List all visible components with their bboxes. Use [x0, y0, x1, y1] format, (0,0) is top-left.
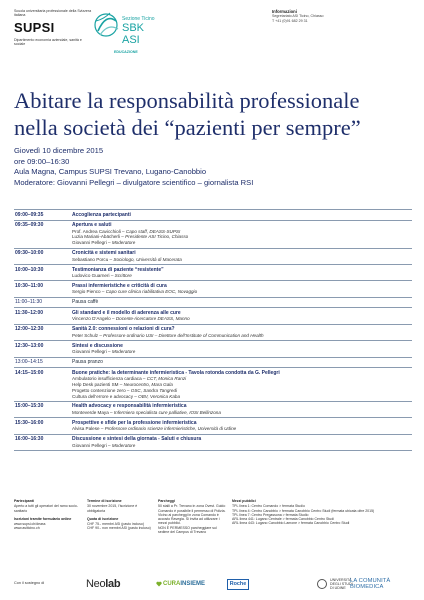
program-title: Sanità 2.0: connessioni o relazioni di cura?	[72, 326, 175, 333]
speaker-role: Moderatore	[111, 240, 136, 246]
event-meta	[14, 146, 414, 188]
program-time: 14:15–15:00	[15, 369, 44, 376]
program-time: 11:30–12:00	[15, 309, 44, 316]
footer-link-supsi[interactable]: www.supsi.ch/deass	[14, 522, 46, 527]
heart-icon	[156, 581, 162, 587]
speaker-name: Vincenzo D’Angelo	[72, 316, 111, 322]
footer-transport-line1: TPL linea 1: Centro Comando > fermata Studio	[232, 504, 305, 509]
speaker-role: OBV, Veronica Kaba	[138, 393, 181, 399]
program-body	[72, 436, 412, 448]
info-phone: T +41 (0)91 682 29 31	[272, 18, 308, 23]
speaker-name: Help Desk pazienti SM	[72, 381, 119, 387]
sbk-asi-logo	[92, 9, 172, 55]
program-row	[14, 221, 412, 249]
supsi-header	[14, 9, 92, 47]
program-title: Sintesi e discussione	[72, 342, 123, 349]
speaker-name: Sebastiano Porcu	[72, 256, 109, 262]
footer-fee-nonmembers: CHF 90.- non membri ASI (pasto incluso)	[87, 526, 151, 531]
program-time: 13:00–14:15	[15, 359, 43, 366]
speaker-role: Docente-ricercatore DEASS, Manno	[115, 316, 190, 322]
program-speaker: Monteverde Maya – Infermiera specialista cure palliative, IOSI Bellinzona	[72, 409, 221, 415]
program-time: 12:00–12:30	[15, 326, 44, 333]
program-speaker: Ambulatorio insufficienza cardiaca – CCT, Monica Ranzi	[72, 376, 187, 382]
sbk-text: SBK	[122, 22, 145, 34]
neolab-logo	[86, 575, 120, 593]
speaker-role: Capo staff, DEASS-SUPSI	[125, 228, 181, 234]
program-row	[14, 358, 412, 369]
speaker-role: Sociologo, Università di Macerata	[113, 256, 182, 262]
program-row	[14, 281, 412, 297]
event-moderator: Moderatore: Giovanni Pellegri – divulgatore scientifico – giornalista RSI	[14, 177, 254, 187]
speaker-name: Cultura dell’errore e advocacy	[72, 393, 134, 399]
program-time: 10:30–11:00	[15, 282, 44, 289]
footer-parking	[158, 499, 226, 534]
footer-transport-line4: TPL linea 4: Centro Canobbio > fermata Canobbio Centro Studi (fermata ubicata oltre 2015)	[232, 508, 375, 513]
speaker-name: Ludovico Guarneri	[72, 272, 110, 278]
footer-parking-text: 50 stalli a Pr. Trevano in zona Ovest. Guido Comando è possibile il permesso di Polizia. Vicino ai parcheggi in zona Comando è accosto Ravegia. Si invita ad utilizzare i mezzi pubblici.	[158, 504, 226, 526]
sponsors-label: Con il sostegno di	[14, 581, 45, 585]
program-body	[72, 283, 412, 295]
speaker-role: Moderatore	[111, 349, 136, 355]
udine-text-a: UNIVERSITÀ	[330, 577, 352, 582]
program-speaker: Sergio Pienco – Capo cure clinica riabilitativa EOC, Novaggio	[72, 289, 198, 295]
program-title: Health advocacy e responsabilità infermieristica	[72, 403, 187, 410]
event-date: Giovedì 10 dicembre 2015	[14, 146, 104, 155]
neolab-logo-b: lab	[105, 578, 121, 590]
footer-transport-title: Mezzi pubblici	[232, 499, 256, 503]
program-table	[14, 209, 412, 451]
speaker-role: Professore ordinario USI – Direttore dell’Institute of Communication and Health	[103, 332, 264, 338]
program-speaker: Giovanni Pellegri – Moderatore	[72, 442, 136, 448]
program-row	[14, 210, 412, 221]
program-row	[14, 368, 412, 402]
speaker-name: Giovanni Pellegri	[72, 240, 107, 246]
supsi-logo: SUPSI	[14, 19, 55, 35]
footer-transport-line7: TPL linea 7: Centro Pregassona > fermata Studio	[232, 512, 309, 517]
program-time: 15:00–15:30	[15, 403, 44, 410]
udine-logo	[317, 575, 353, 593]
program-title: Testimonianza di paziente “resistente”	[72, 266, 164, 273]
program-title: Prassi infermieristiche e criticità di cura	[72, 282, 167, 289]
program-speaker: Sebastiano Porcu – Sociologo, Università di Macerata	[72, 256, 182, 262]
program-title: Pausa caffè	[72, 299, 99, 306]
program-body	[72, 370, 412, 400]
program-row	[14, 418, 412, 434]
supsi-department: Dipartimento economia aziendale, sanità e sociale	[14, 37, 82, 47]
event-title-line1: Abitare la responsabilità professionale	[14, 88, 360, 113]
footer-parking-note: NON È PERMESSO parcheggiare sul sedime del Campus di Trevano	[158, 525, 217, 535]
speaker-name: Giovanni Pellegri	[72, 442, 107, 448]
program-time: 09:00–09:35	[15, 211, 44, 218]
program-body	[72, 250, 412, 262]
speaker-role: Moderatore	[111, 442, 136, 448]
footer-registration-title: Iscrizioni tramite formulario online	[14, 516, 72, 521]
program-body	[72, 420, 412, 432]
footer-deadline-title: Termine di iscrizione	[87, 499, 122, 503]
speaker-name: Prof. Andrea Cavicchioli	[72, 228, 121, 234]
event-title	[14, 87, 414, 141]
program-title: Pausa pranzo	[72, 359, 103, 366]
program-row	[14, 402, 412, 418]
program-speaker: Peter Schulz – Professore ordinario USI – Direttore dell’Institute of Communication and Health	[72, 332, 264, 338]
program-row	[14, 308, 412, 324]
program-time: 12:30–13:00	[15, 342, 44, 349]
speaker-name: Peter Schulz	[72, 332, 99, 338]
neolab-logo-a: Neo	[86, 578, 106, 590]
speaker-name: Monteverde Maya	[72, 409, 109, 415]
speaker-name: Ambulatorio insufficienza cardiaca	[72, 376, 142, 382]
footer-participants-title: Partecipanti	[14, 499, 35, 503]
program-speaker: Cultura dell’errore e advocacy – OBV, Veronica Kaba	[72, 393, 181, 399]
footer-fee-title: Quota di iscrizione	[87, 516, 119, 521]
program-body	[72, 326, 412, 338]
curainsieme-logo	[156, 575, 205, 593]
speaker-name: Alvisa Palese	[72, 426, 100, 432]
program-speaker: Prof. Andrea Cavicchioli – Capo staff, DEASS-SUPSI	[72, 228, 181, 234]
info-title: Informazioni	[272, 9, 297, 14]
speaker-role: Presidente ASI Ticino, Chiasso	[125, 234, 189, 240]
program-speaker: Luzia Mariani-Abächerli – Presidente ASI Ticino, Chiasso	[72, 234, 189, 240]
program-body	[72, 310, 412, 322]
udine-text-b: DEGLI STUDI	[330, 581, 353, 586]
speaker-name: Luzia Mariani-Abächerli	[72, 234, 121, 240]
program-title: Prospettive e sfide per la professione infermieristica	[72, 419, 197, 426]
program-time: 09:35–09:30	[15, 222, 44, 229]
program-time: 11:00–11:30	[15, 299, 43, 306]
program-body	[72, 343, 412, 355]
program-time: 15:30–16:00	[15, 419, 44, 426]
event-place: Aula Magna, Campus SUPSI Trevano, Lugano-Canobbio	[14, 167, 207, 177]
program-title: Discussione e sintesi della giornata - Saluti e chiusura	[72, 436, 202, 443]
program-row	[14, 249, 412, 265]
footer-participants-text: Aperto a tutti gli operatori del ramo socio-sanitario	[14, 504, 79, 513]
speaker-role: Capo cure clinica riabilitativa EOC, Novaggio	[105, 289, 198, 295]
sbk-section-label: Sezione Ticino	[122, 16, 155, 22]
program-time: 16:00–16:30	[15, 436, 44, 443]
program-speaker: Alvisa Palese – Professore ordinario scienze infermieristiche, Università di Udine	[72, 426, 237, 432]
speaker-role: Infermiera specialista cure palliative, IOSI Bellinzona	[113, 409, 221, 415]
program-body	[72, 267, 412, 279]
program-speaker: Progetto contenzione zero – OSC, Sandra Tangredi	[72, 387, 178, 393]
program-title: Cronicità e sistemi sanitari	[72, 250, 136, 257]
program-title: Gli standard e il modello di aderenza alle cure	[72, 309, 181, 316]
speaker-role: Scrittore	[114, 272, 132, 278]
program-body	[72, 222, 412, 246]
curainsieme-logo-b: INSIEME	[180, 581, 206, 587]
footer-transport-line441: ARL linea 441: Lugano Centrale > fermata Canobbio Centro Studi	[232, 517, 334, 522]
asi-text: ASI	[122, 34, 140, 46]
udine-text-c: DI UDINE	[330, 586, 346, 591]
program-speaker: Ludovico Guarneri – Scrittore	[72, 272, 132, 278]
footer-transport	[232, 499, 412, 526]
program-title: Apertura e saluti	[72, 222, 112, 229]
roche-logo	[227, 575, 249, 593]
program-body	[72, 359, 412, 365]
program-time: 09:30–10:00	[15, 250, 44, 257]
program-row	[14, 341, 412, 357]
footer-fees	[87, 499, 151, 531]
program-speaker: Help Desk pazienti SM – Neurocentro, Mara Gala	[72, 381, 173, 387]
event-title-line2: nella società dei “pazienti per sempre”	[14, 115, 361, 140]
program-title: Buone pratiche: la determinante infermieristica - Tavola rotonda condotta da G. Pellegri	[72, 369, 280, 376]
footer-deadline-text: 30 novembre 2015, l’iscrizione è obbligatoria	[87, 504, 138, 513]
sbk-emblem-icon	[92, 9, 122, 49]
program-row	[14, 265, 412, 281]
speaker-role: OSC, Sandra Tangredi	[130, 387, 178, 393]
speaker-role: Neurocentro, Mara Gala	[123, 381, 173, 387]
speaker-name: Sergio Pienco	[72, 289, 101, 295]
edu-label: EDUCAZIONE	[114, 50, 138, 54]
speaker-role: CCT, Monica Ranzi	[146, 376, 187, 382]
program-row	[14, 298, 412, 309]
footer-participants	[14, 499, 80, 531]
info-address: Segretariato ASI Ticino, Chiasso	[272, 14, 324, 18]
program-row	[14, 435, 412, 451]
curainsieme-logo-a: CURA	[163, 581, 181, 587]
program-body	[72, 212, 412, 218]
program-speaker: Vincenzo D’Angelo – Docente-ricercatore DEASS, Manno	[72, 316, 190, 322]
sponsors-bar	[14, 575, 412, 593]
speaker-name: Progetto contenzione zero	[72, 387, 126, 393]
event-time: ore 09:00–16:30	[14, 156, 70, 166]
university-seal-icon	[317, 579, 327, 589]
program-time: 10:00–10:30	[15, 266, 44, 273]
program-speaker: Giovanni Pellegri – Moderatore	[72, 349, 136, 355]
footer-parking-title: Parcheggi	[158, 499, 175, 503]
biomedical-logo: LA COMUNITÀ BIOMEDICA	[350, 578, 391, 590]
speaker-role: Professore ordinario scienze infermieristiche, Università di Udine	[104, 426, 237, 432]
program-body	[72, 299, 412, 305]
footer-fee-members: CHF 75.- membri ASI (pasto incluso)	[87, 522, 144, 527]
footer-transport-line443: ARL linea 443: Lugano Canobbio Lamone > fermata Canobbio Centro Studi	[232, 521, 350, 526]
program-speaker: Giovanni Pellegri – Moderatore	[72, 240, 136, 246]
program-body	[72, 403, 412, 415]
supsi-tagline: Scuola universitaria professionale della Svizzera italiana	[14, 9, 92, 18]
roche-logo-text: Roche	[227, 579, 249, 590]
program-title: Accoglienza partecipanti	[72, 211, 131, 218]
program-row	[14, 325, 412, 341]
footer-link-asi[interactable]: www.asiticino.ch	[14, 526, 40, 531]
speaker-name: Giovanni Pellegri	[72, 349, 107, 355]
info-block	[272, 9, 412, 23]
